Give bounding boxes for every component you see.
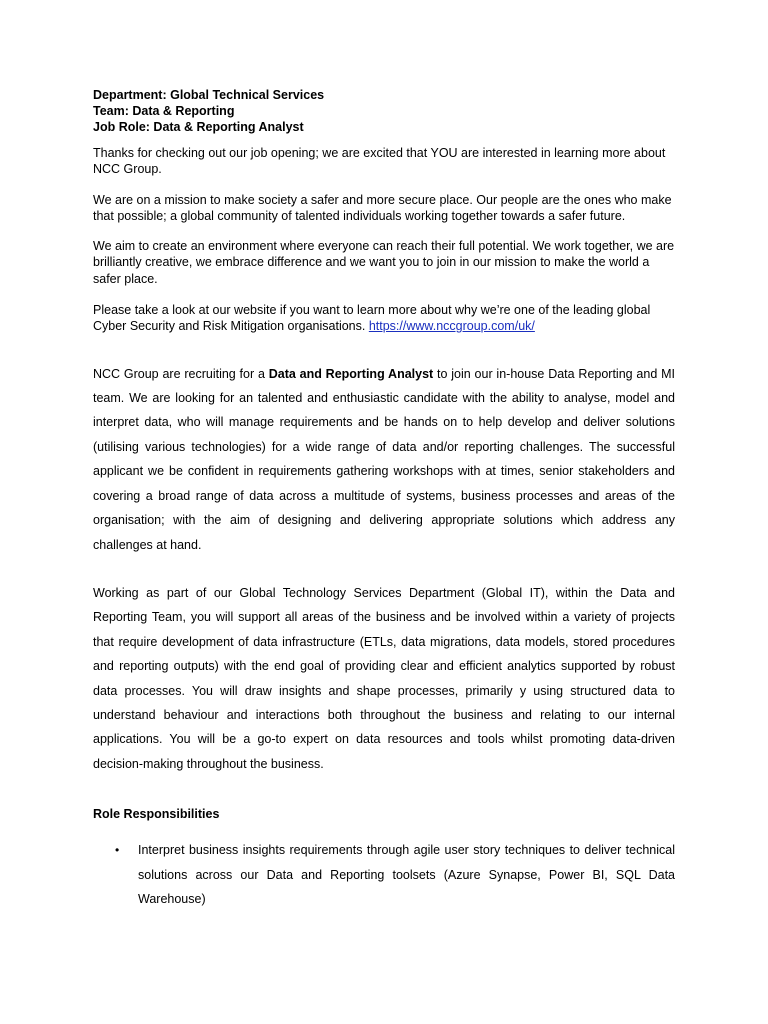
recruiting-text-start: NCC Group are recruiting for a bbox=[93, 366, 269, 381]
role-paragraph-recruiting bbox=[93, 362, 675, 557]
list-item bbox=[93, 838, 675, 911]
role-paragraph-working: Working as part of our Global Technology Services Department (Global IT), within the Data and Reporting Team, you will support all areas of the business and be involved within a variety of projects that require development of data infrastructure (ETLs, data migrations, data models, stored procedures and reporting outputs) with the end goal of providing clear and efficient analytics supported by robust data processes. You will draw insights and shape processes, primarily y using structured data to understand behaviour and interactions both throughout the business and relating to our internal applications. You will be a go-to expert on data resources and tools whilst promoting data-driven decision-making throughout the business. bbox=[93, 585, 675, 771]
document-page bbox=[93, 87, 675, 911]
job-role-line: Job Role: Data & Reporting Analyst bbox=[93, 120, 304, 134]
responsibilities-heading: Role Responsibilities bbox=[93, 807, 220, 822]
bullet-icon: • bbox=[115, 843, 120, 858]
team-line: Team: Data & Reporting bbox=[93, 104, 235, 118]
website-link[interactable]: https://www.nccgroup.com/uk/ bbox=[368, 319, 535, 334]
department-line: Department: Global Technical Services bbox=[93, 88, 325, 102]
intro-paragraph-environment: We aim to create an environment where everyone can reach their full potential. We work together, we are brilliantly creative, we embrace difference and we want you to join in our mission to make the world a safer place. bbox=[93, 239, 675, 286]
website-paragraph-text: Please take a look at our website if you want to learn more about why we’re one of the leading global Cyber Security and Risk Mitigation organisations. bbox=[93, 303, 651, 334]
role-title-bold: Data and Reporting Analyst bbox=[268, 366, 434, 381]
responsibilities-list bbox=[93, 838, 675, 911]
job-header bbox=[93, 87, 675, 135]
recruiting-text-rest: to join our in-house Data Reporting and MI team. We are looking for an talented and enthusiastic candidate with the ability to analyse, model and interpret data, who will manage requirements and be hands on to help develop and deliver solutions (utilising various technologies) for a wide range of data and/or reporting challenges. The successful applicant we be confident in requirements gathering workshops with at times, senior stakeholders and covering a broad range of data across a multitude of systems, business processes and areas of the organisation; with the aim of designing and delivering appropriate solutions which address any challenges at hand. bbox=[93, 366, 675, 552]
intro-paragraph-mission: We are on a mission to make society a safer and more secure place. Our people are the ones who make that possible; a global community of talented individuals working together towards a safer future. bbox=[93, 192, 672, 223]
intro-paragraph-website bbox=[93, 302, 675, 335]
responsibility-text: Interpret business insights requirements through agile user story techniques to deliver technical solutions across our Data and Reporting toolsets (Azure Synapse, Power BI, SQL Data Warehouse) bbox=[138, 843, 675, 906]
intro-paragraph-thanks: Thanks for checking out our job opening; we are excited that YOU are interested in learning more about NCC Group. bbox=[93, 146, 666, 177]
